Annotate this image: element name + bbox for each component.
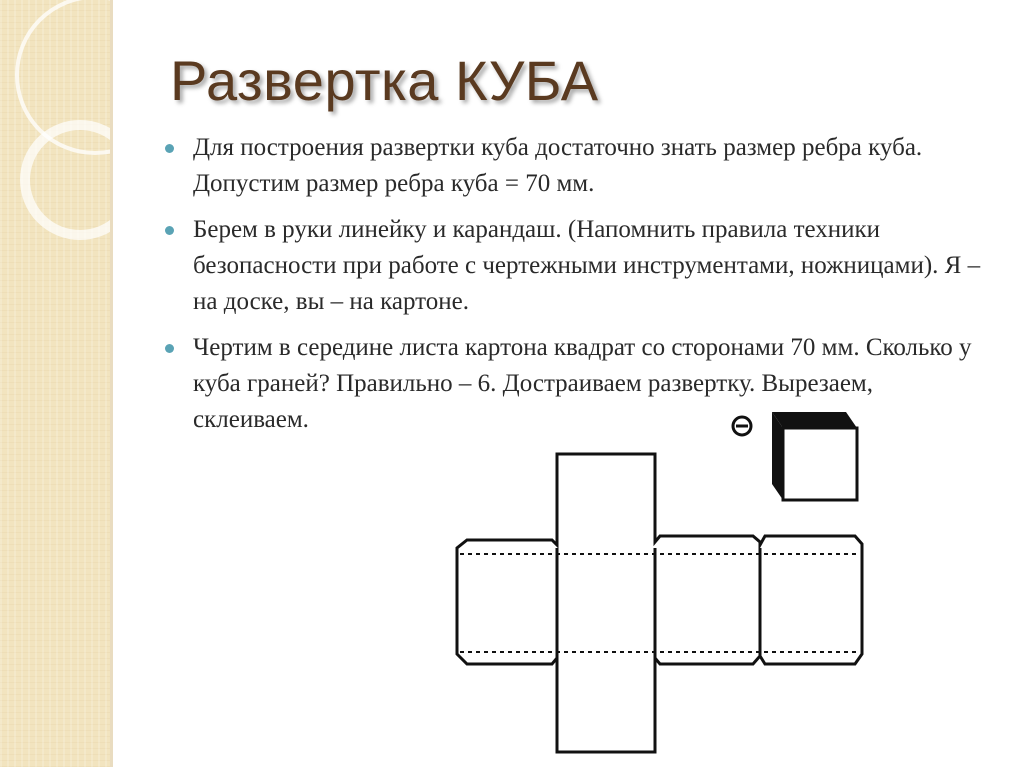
decorative-rings xyxy=(0,0,110,767)
bullet-dot-icon xyxy=(165,344,174,353)
cube-net-diagram xyxy=(450,400,870,762)
bullet-item-1 xyxy=(165,130,985,202)
cube-icon xyxy=(772,412,857,500)
fold-lines xyxy=(460,554,860,652)
bullet-text-3: Чертим в середине листа картона квадрат со сторонами 70 мм. Сколько у куба граней? Правильно – 6. Достраиваем развертку. Вырезаем, склеиваем. xyxy=(193,334,972,433)
bullet-text-2: Берем в руки линейку и карандаш. (Напомнить правила техники безопасности при работе с чертежными инструментами, ножницами). Я – на доске, вы – на картоне. xyxy=(193,216,981,315)
slide-title: Развертка КУБА xyxy=(170,49,599,112)
minus-circle-icon xyxy=(733,417,751,435)
bullet-item-2 xyxy=(165,212,985,320)
bullet-text-1: Для построения развертки куба достаточно знать размер ребра куба. Допустим размер ребра куба = 70 мм. xyxy=(193,134,923,197)
sidebar-edge xyxy=(110,0,113,767)
decorative-sidebar xyxy=(0,0,110,767)
bullet-dot-icon xyxy=(165,226,174,235)
bullet-dot-icon xyxy=(165,144,174,153)
